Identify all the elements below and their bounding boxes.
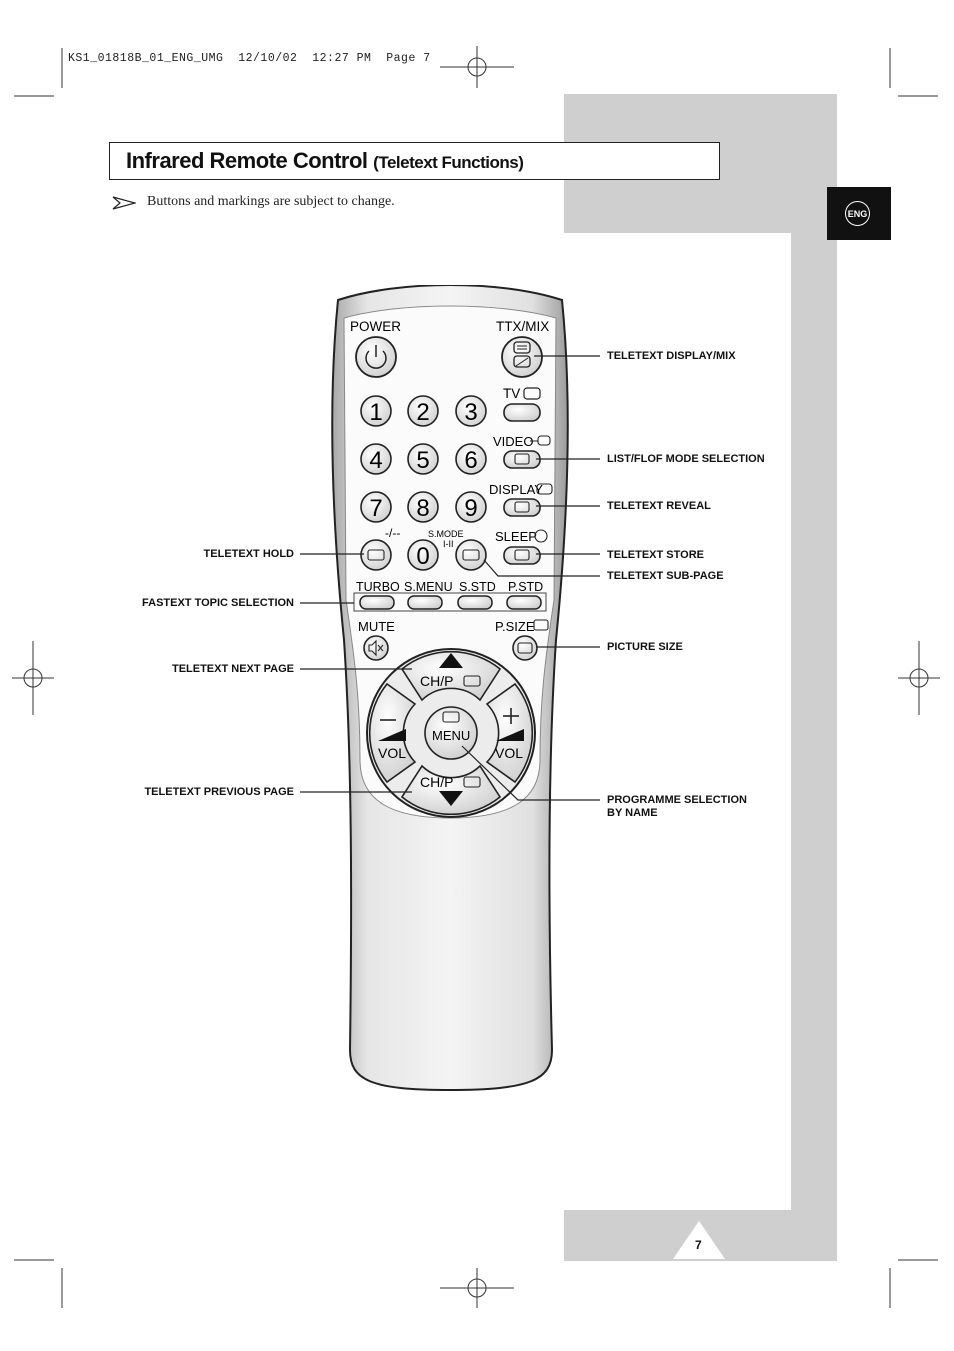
print-slug: KS1_01818B_01_ENG_UMG 12/10/02 12:27 PM Page 7 (68, 52, 431, 65)
power-label: POWER (350, 319, 402, 334)
ch-up-label: CH/P (420, 673, 454, 689)
callout-teletext-reveal: TELETEXT REVEAL (607, 500, 711, 512)
svg-text:6: 6 (464, 447, 478, 474)
callout-teletext-display-mix: TELETEXT DISPLAY/MIX (607, 350, 736, 362)
smode-sub-label: I-II (443, 539, 454, 549)
ch-down-label: CH/P (420, 774, 454, 790)
psize-label: P.SIZE (495, 619, 535, 634)
turbo-label: TURBO (356, 580, 400, 594)
menu-label: MENU (432, 728, 471, 743)
callout-list-flof: LIST/FLOF MODE SELECTION (607, 453, 765, 465)
sleep-label: SLEEP (495, 529, 537, 544)
svg-text:4: 4 (369, 447, 383, 474)
mute-label: MUTE (358, 619, 395, 634)
display-label: DISPLAY (489, 482, 543, 497)
tv-label: TV (503, 386, 521, 401)
note-text: Buttons and markings are subject to change. (147, 194, 395, 209)
page-number: 7 (695, 1238, 702, 1252)
svg-text:5: 5 (416, 447, 430, 474)
vol-left-label: VOL (378, 745, 407, 761)
svg-text:7: 7 (369, 495, 383, 522)
ttx-mix-label: TTX/MIX (496, 319, 550, 334)
language-badge: ENG (845, 201, 870, 226)
callout-fastext: FASTEXT TOPIC SELECTION (142, 597, 294, 609)
smenu-label: S.MENU (404, 580, 453, 594)
page-subtitle: (Teletext Functions) (373, 153, 524, 172)
callout-teletext-store: TELETEXT STORE (607, 549, 704, 561)
page-title: Infrared Remote Control (126, 148, 368, 173)
callout-picture-size: PICTURE SIZE (607, 641, 683, 653)
svg-text:3: 3 (464, 399, 478, 426)
callout-teletext-hold: TELETEXT HOLD (203, 548, 294, 560)
pstd-label: P.STD (508, 580, 544, 594)
dash-label: -/-- (385, 526, 401, 540)
svg-text:9: 9 (464, 495, 478, 522)
callout-previous-page: TELETEXT PREVIOUS PAGE (144, 786, 294, 798)
sstd-label: S.STD (459, 580, 496, 594)
smode-label: S.MODE (428, 529, 464, 539)
callout-next-page: TELETEXT NEXT PAGE (171, 663, 294, 675)
vol-right-label: VOL (495, 745, 524, 761)
callout-programme-selection: PROGRAMME SELECTION (607, 794, 747, 806)
video-label: VIDEO (493, 434, 534, 449)
svg-text:0: 0 (416, 543, 430, 570)
svg-text:1: 1 (369, 399, 383, 426)
svg-text:8: 8 (416, 495, 430, 522)
callout-programme-selection-2: BY NAME (607, 807, 658, 819)
callout-teletext-subpage: TELETEXT SUB-PAGE (607, 570, 724, 582)
svg-text:2: 2 (416, 399, 430, 426)
